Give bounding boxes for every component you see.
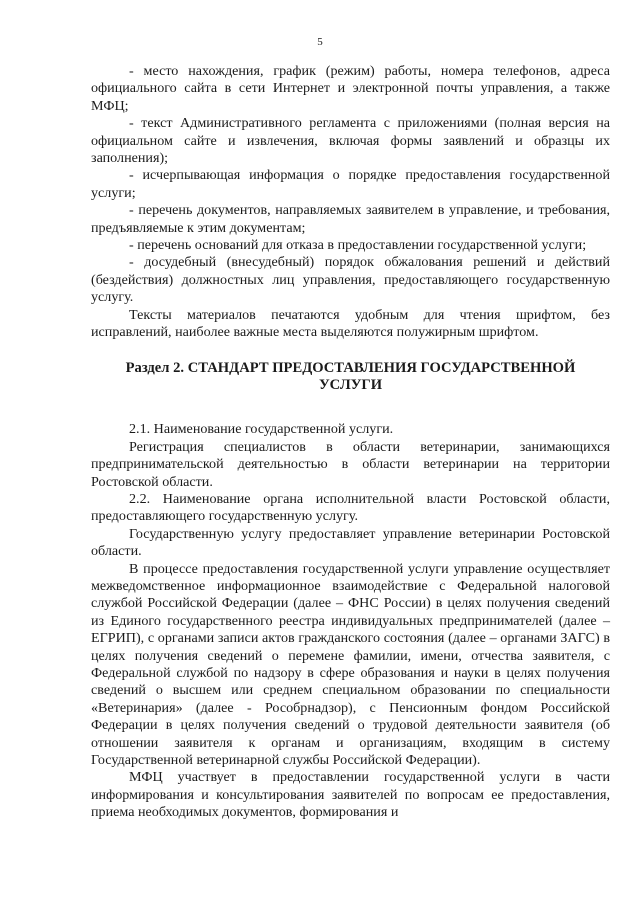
list-item: - текст Административного регламента с приложениями (полная версия на официальном сайте и извлечения, включая формы заявлений и образцы их заполнения); bbox=[91, 115, 610, 167]
list-item: - исчерпывающая информация о порядке предоставления государственной услуги; bbox=[91, 167, 610, 201]
page-number: 5 bbox=[317, 36, 323, 48]
paragraph: Регистрация специалистов в области ветеринарии, занимающихся предпринимательской деятельностью в области ветеринарии на территории Ростовской области. bbox=[91, 438, 610, 490]
list-item: - досудебный (внесудебный) порядок обжалования решений и действий (бездействия) должностных лиц управления, предоставляющего государственную услугу. bbox=[91, 254, 610, 306]
list-item: - место нахождения, график (режим) работы, номера телефонов, адреса официального сайта в сети Интернет и электронной почты управления, а также МФЦ; bbox=[91, 63, 610, 114]
closing-paragraph: Тексты материалов печатаются удобным для чтения шрифтом, без исправлений, наиболее важные места выделяются полужирным шрифтом. bbox=[91, 306, 610, 341]
paragraph: 2.1. Наименование государственной услуги. bbox=[129, 421, 394, 438]
list-item: - перечень оснований для отказа в предоставлении государственной услуги; bbox=[129, 237, 587, 254]
paragraph: Государственную услугу предоставляет управление ветеринарии Ростовской области. bbox=[91, 525, 610, 560]
paragraph: 2.2. Наименование органа исполнительной власти Ростовской области, предоставляющего государственную услугу. bbox=[91, 490, 610, 525]
list-item: - перечень документов, направляемых заявителем в управление, и требования, предъявляемые к этим документам; bbox=[91, 202, 610, 236]
paragraph: МФЦ участвует в предоставлении государственной услуги в части информирования и консультирования заявителей по вопросам ее предоставления, приема необходимых документов, формирования и bbox=[91, 769, 610, 821]
paragraph: В процессе предоставления государственной услуги управление осуществляет межведомственное информационное взаимодействие с Федеральной налоговой службой Российской Федерации (далее – ФНС России) в целях получения сведений из Единого государственного реестра индивидуальных предпринимателей (далее – ЕГРИП), с органами записи актов гражданского состояния (далее – органами ЗАГС) в целях получения сведений о перемене фамилии, имени, отчества заявителя, с Федеральной службой по надзору в сфере образования и науки в целях получения сведений о высшем или среднем специальном образовании по специальности «Ветеринария» (далее - Рособрнадзор), с Пенсионным фондом Российской Федерации в целях получения сведений о трудовой деятельности заявителя (об отношении заявителя к органам и организациям, входящим в систему Государственной ветеринарной службы Российской Федерации). bbox=[91, 560, 610, 769]
document-body bbox=[91, 63, 610, 822]
section-heading: Раздел 2. СТАНДАРТ ПРЕДОСТАВЛЕНИЯ ГОСУДАРСТВЕННОЙ УСЛУГИ bbox=[125, 359, 576, 393]
